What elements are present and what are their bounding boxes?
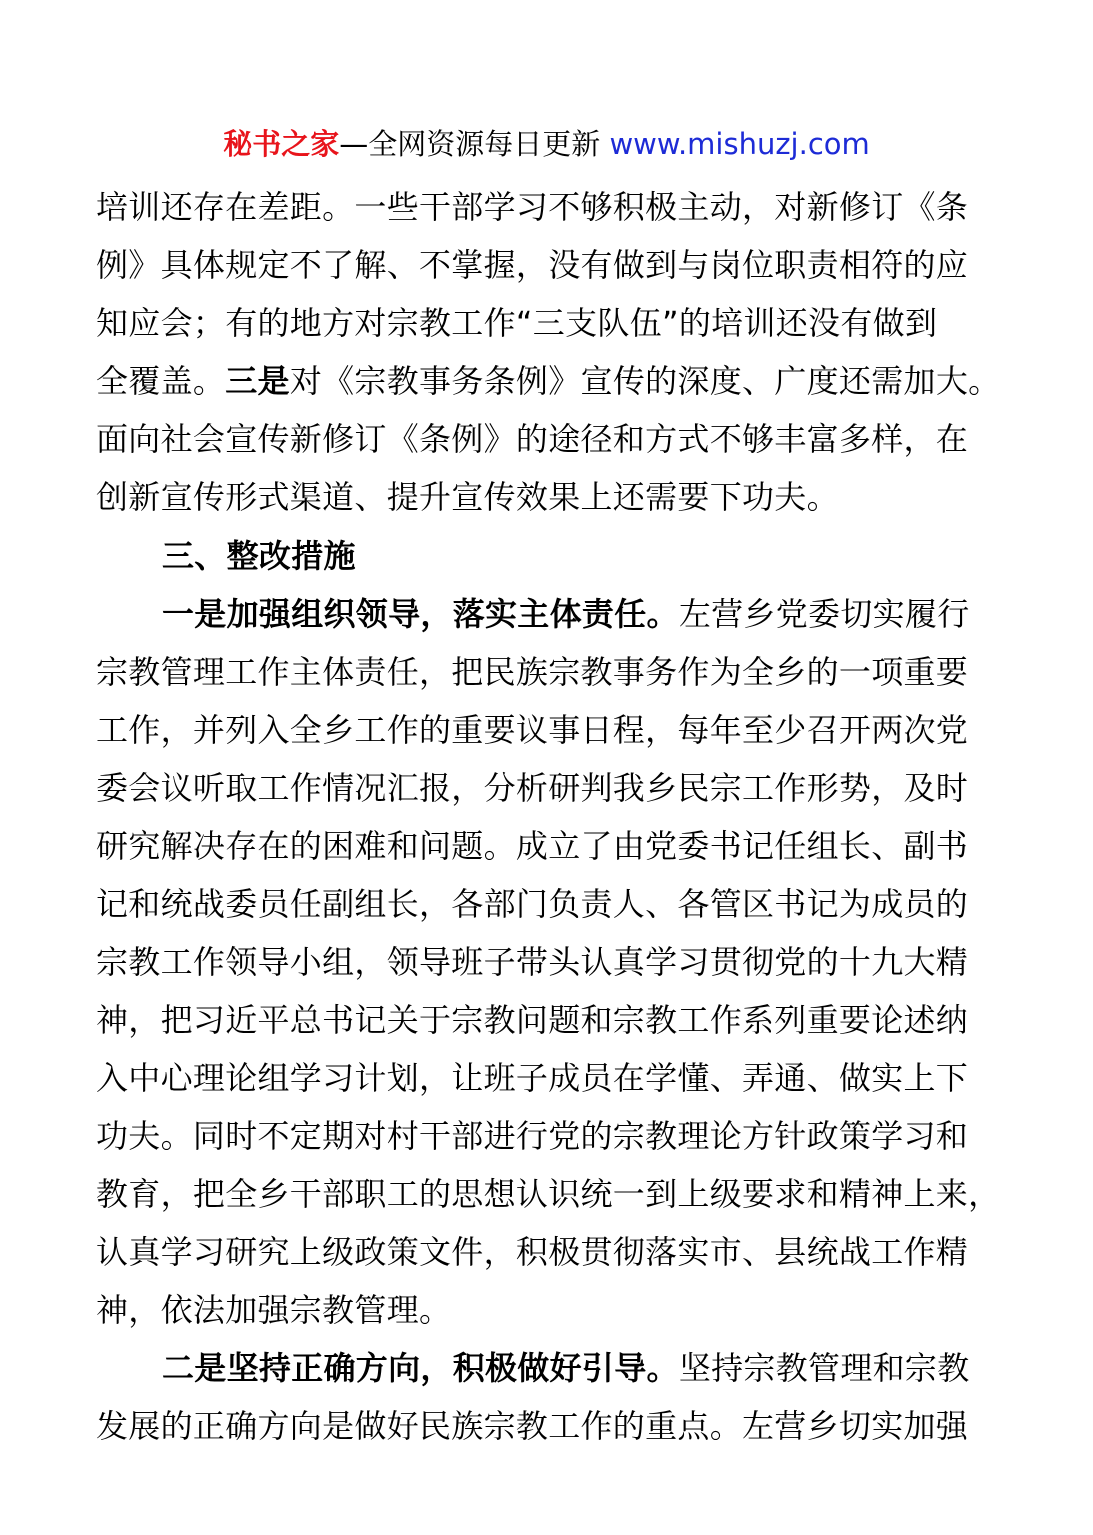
body-line: 研究解决存在的困难和问题。成立了由党委书记任组长、副书: [96, 827, 969, 865]
body-line: 入中心理论组学习计划，让班子成员在学懂、弄通、做实上下: [96, 1059, 969, 1097]
body-line: 例》具体规定不了解、不掌握，没有做到与岗位职责相符的应: [96, 246, 969, 284]
page-header: [0, 124, 1093, 164]
paragraph-lead-line: 二是坚持正确方向，积极做好引导。坚持宗教管理和宗教: [162, 1349, 970, 1387]
bold-phrase: 一是加强组织领导，落实主体责任。: [162, 595, 679, 633]
body-line: 发展的正确方向是做好民族宗教工作的重点。左营乡切实加强: [96, 1407, 969, 1445]
body-line: 认真学习研究上级政策文件，积极贯彻落实市、县统战工作精: [96, 1233, 969, 1271]
bold-phrase: 三是: [225, 362, 290, 400]
header-brand: 秘书之家: [223, 127, 340, 161]
paragraph-lead-line: 一是加强组织领导，落实主体责任。左营乡党委切实履行: [162, 595, 970, 633]
body-line: 神，把习近平总书记关于宗教问题和宗教工作系列重要论述纳: [96, 1001, 969, 1039]
body-line: 神，依法加强宗教管理。: [96, 1291, 452, 1329]
body-line: 培训还存在差距。一些干部学习不够积极主动，对新修订《条: [96, 188, 969, 226]
bold-phrase: 二是坚持正确方向，积极做好引导。: [162, 1349, 679, 1387]
section-heading: 三、整改措施: [162, 537, 356, 575]
header-slogan: —全网资源每日更新: [339, 127, 601, 161]
body-line: 功夫。同时不定期对村干部进行党的宗教理论方针政策学习和: [96, 1117, 969, 1155]
body-line: 面向社会宣传新修订《条例》的途径和方式不够丰富多样，在: [96, 420, 969, 458]
body-line: 创新宣传形式渠道、提升宣传效果上还需要下功夫。: [96, 478, 839, 516]
header-url[interactable]: www.mishuzj.com: [609, 127, 870, 161]
body-line: 委会议听取工作情况汇报，分析研判我乡民宗工作形势，及时: [96, 769, 969, 807]
body-line: 宗教工作领导小组，领导班子带头认真学习贯彻党的十九大精: [96, 943, 969, 981]
body-line: 知应会；有的地方对宗教工作“三支队伍”的培训还没有做到: [96, 304, 938, 342]
body-line: 教育，把全乡干部职工的思想认识统一到上级要求和精神上来，: [96, 1175, 1001, 1213]
body-line: 工作，并列入全乡工作的重要议事日程，每年至少召开两次党: [96, 711, 969, 749]
body-line: 记和统战委员任副组长，各部门负责人、各管区书记为成员的: [96, 885, 969, 923]
body-line: 全覆盖。三是对《宗教事务条例》宣传的深度、广度还需加大。: [96, 362, 1001, 400]
body-line: 宗教管理工作主体责任，把民族宗教事务作为全乡的一项重要: [96, 653, 969, 691]
